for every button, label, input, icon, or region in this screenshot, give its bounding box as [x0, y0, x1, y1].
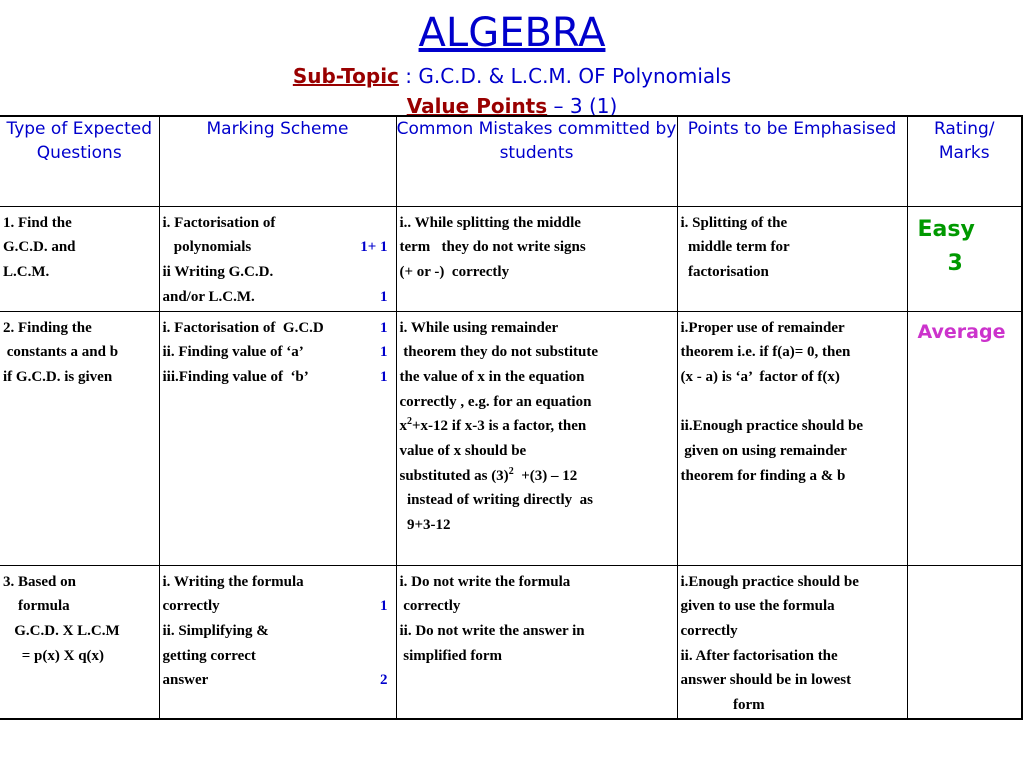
question-type-line: formula	[3, 598, 70, 615]
emphasis-point-line: theorem for finding a & b	[680, 467, 846, 484]
row1-scheme-cell	[160, 207, 396, 310]
marking-scheme-text: i. Factorisation of G.C.D	[162, 319, 324, 336]
common-mistake-line: $x^2+x-12$ if x-3 is a factor, then	[399, 416, 587, 435]
question-type-line: 2. Finding the	[3, 319, 92, 336]
marking-scheme-text: ii Writing G.C.D.	[162, 263, 274, 280]
question-type-line: 1. Find the	[3, 214, 72, 231]
marking-scheme-text: and/or L.C.M.	[162, 288, 255, 305]
question-type-line: constants a and b	[3, 344, 119, 361]
row2-rating-cell	[908, 312, 1022, 347]
row2-mistakes-cell	[397, 312, 677, 538]
marking-scheme-line	[163, 594, 396, 619]
marking-scheme-line	[163, 365, 396, 390]
common-mistake-line: i.. While splitting the middle	[399, 214, 581, 231]
marking-scheme-text: iii.Finding value of ‘b’	[162, 368, 309, 385]
emphasis-point-line: given on using remainder	[680, 442, 847, 459]
question-type-line: = p(x) X q(x)	[3, 647, 105, 664]
emphasis-point-line: correctly	[680, 622, 738, 639]
mark-value: 1	[380, 368, 388, 385]
common-mistake-line: term they do not write signs	[399, 239, 586, 256]
header-mistakes: Common Mistakes committed by students	[396, 116, 677, 206]
row2-emphasis-cell	[678, 312, 907, 489]
table-row	[0, 311, 1022, 565]
marking-scheme-text: ii. Finding value of ‘a’	[162, 344, 304, 361]
mark-value: 1	[380, 319, 388, 336]
marking-scheme-text: getting correct	[162, 647, 256, 664]
common-mistake-line: i. While using remainder	[399, 319, 559, 336]
row3-scheme-cell	[160, 566, 396, 693]
page-title	[0, 8, 1024, 58]
marking-scheme-line	[163, 570, 396, 595]
row3-mistakes-cell	[397, 566, 677, 669]
row1-rating-cell	[908, 207, 1022, 281]
marking-scheme-text: ii. Simplifying &	[162, 622, 269, 639]
emphasis-point-line: theorem i.e. if f(a)= 0, then	[680, 344, 851, 361]
row3-rating-cell	[908, 566, 1022, 570]
mark-value: 1	[380, 288, 388, 305]
common-mistake-line: correctly	[399, 598, 461, 615]
header-scheme: Marking Scheme	[159, 116, 396, 206]
subtopic-text: : G.C.D. & L.C.M. OF Polynomials	[398, 64, 732, 88]
marking-scheme-text: polynomials	[162, 239, 252, 256]
row3-emphasis-cell	[678, 566, 907, 718]
emphasis-point-line: i. Splitting of the	[680, 214, 788, 231]
marking-scheme-text: correctly	[162, 598, 220, 615]
marking-scheme-line	[163, 285, 396, 310]
value-points-text: – 3 (1)	[547, 94, 618, 118]
common-mistake-line: correctly , e.g. for an equation	[399, 393, 592, 410]
subtopic-line	[0, 62, 1024, 90]
question-type-line: 3. Based on	[3, 573, 76, 590]
row1-emphasis-cell	[678, 207, 907, 285]
row1-mistakes-cell	[397, 207, 677, 285]
row3-type-cell	[0, 566, 159, 669]
value-points-label: Value Points	[406, 94, 548, 118]
question-type-line: G.C.D. and	[3, 239, 76, 256]
header-rating: Rating/ Marks	[907, 116, 1022, 206]
marking-scheme-line	[163, 316, 396, 341]
marking-scheme-line	[163, 260, 396, 285]
question-type-line: G.C.D. X L.C.M	[3, 622, 120, 639]
emphasis-point-line: given to use the formula	[680, 598, 835, 615]
marking-scheme-line	[163, 668, 396, 693]
question-type-line: L.C.M.	[3, 263, 50, 280]
question-type-line: if G.C.D. is given	[3, 368, 113, 385]
marking-scheme-text: i. Writing the formula	[162, 573, 304, 590]
common-mistake-line: ii. Do not write the answer in	[399, 622, 585, 639]
marking-scheme-text: answer	[162, 672, 209, 689]
table-header-row	[0, 116, 1022, 206]
marking-scheme-line	[163, 211, 396, 236]
emphasis-point-line: form	[680, 696, 765, 713]
header-type: Type of Expected Questions	[0, 116, 159, 206]
emphasis-point-line: i.Enough practice should be	[680, 573, 859, 590]
row2-scheme-cell	[160, 312, 396, 390]
common-mistake-line: the value of x in the equation	[399, 368, 585, 385]
marking-scheme-line	[163, 235, 396, 260]
emphasis-point-line: middle term for	[680, 239, 790, 256]
mark-value: 1	[380, 598, 388, 615]
marking-scheme-text: i. Factorisation of	[162, 214, 276, 231]
common-mistake-line: substituted as $(3)^2 +(3) - 12$	[399, 465, 578, 484]
marking-scheme-line	[163, 644, 396, 669]
emphasis-point-line: i.Proper use of remainder	[680, 319, 845, 336]
common-mistake-line: simplified form	[399, 647, 502, 664]
rating-easy-label: Easy	[917, 216, 975, 242]
common-mistake-line: value of x should be	[399, 442, 527, 459]
header-emphasis: Points to be Emphasised	[677, 116, 907, 206]
emphasis-point-line: ii.Enough practice should be	[680, 418, 864, 435]
mark-value: 1	[380, 344, 388, 361]
rating-easy-marks: 3	[947, 250, 963, 276]
table-row	[0, 206, 1022, 311]
subtopic-label: Sub-Topic	[292, 64, 399, 88]
table-row	[0, 565, 1022, 719]
common-mistake-line: i. Do not write the formula	[399, 573, 571, 590]
marking-scheme-line	[163, 619, 396, 644]
common-mistake-line: (+ or -) correctly	[399, 263, 510, 280]
row1-type-cell	[0, 207, 159, 285]
emphasis-point-line: answer should be in lowest	[680, 672, 852, 689]
common-mistake-line: theorem they do not substitute	[399, 344, 598, 361]
emphasis-point-line: factorisation	[680, 263, 769, 280]
common-mistake-line: 9+3-12	[399, 517, 451, 533]
value-points-table	[0, 115, 1023, 720]
emphasis-point-line: ii. After factorisation the	[680, 647, 838, 664]
page-title-text: ALGEBRA	[418, 10, 606, 56]
row2-type-cell	[0, 312, 159, 390]
emphasis-point-line: (x - a) is ‘a’ factor of f(x)	[680, 368, 840, 385]
common-mistake-line: instead of writing directly as	[399, 492, 593, 509]
marking-scheme-line	[163, 340, 396, 365]
mark-value: 2	[380, 672, 388, 689]
rating-average-label: Average	[917, 320, 1006, 343]
emphasis-point-line	[681, 390, 907, 415]
mark-value: 1+ 1	[360, 239, 388, 256]
